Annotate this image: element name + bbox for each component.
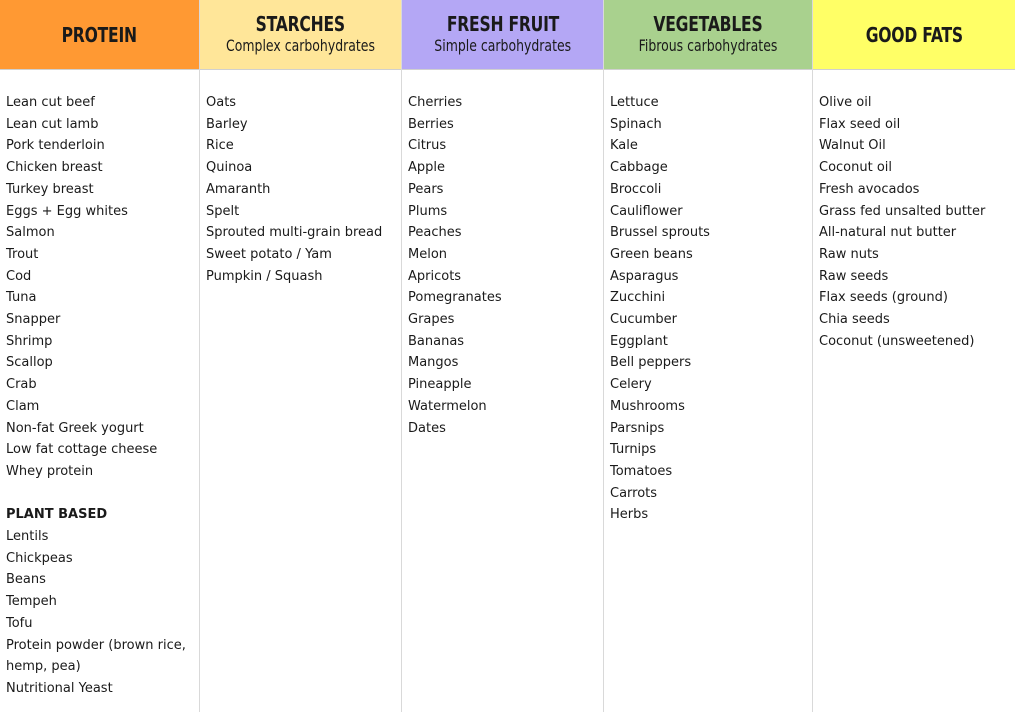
list-item: Tuna	[6, 290, 37, 306]
list-item: Cucumber	[610, 312, 677, 328]
list-item: Parsnips	[610, 420, 665, 436]
column-starches	[200, 0, 402, 712]
list-item: Snapper	[6, 312, 61, 328]
list-item: Walnut Oil	[819, 138, 886, 154]
column-header	[0, 0, 199, 70]
list-item: Broccoli	[610, 181, 662, 197]
list-item: Apple	[408, 160, 446, 176]
list-item: Rice	[206, 138, 234, 154]
list-item: Turkey breast	[6, 181, 94, 197]
list-item: Zucchini	[610, 290, 666, 306]
list-item: Tempeh	[6, 594, 57, 610]
list-item: Cauliflower	[610, 203, 683, 219]
list-item: Raw nuts	[819, 246, 879, 262]
list-item: Oats	[206, 95, 237, 110]
list-item: Quinoa	[206, 160, 253, 176]
column-title: STARCHES	[255, 12, 346, 36]
column-fresh-fruit	[402, 0, 604, 712]
list-item: Lettuce	[610, 95, 659, 110]
list-item: Melon	[408, 246, 448, 262]
list-item: Carrots	[610, 485, 658, 501]
list-item: Eggplant	[610, 333, 668, 349]
list-item: Bananas	[408, 333, 465, 349]
list-item: Cherries	[408, 95, 463, 110]
column-header	[604, 0, 812, 70]
column-title: VEGETABLES	[653, 12, 763, 36]
list-spacer	[6, 483, 191, 505]
column-header	[813, 0, 1015, 70]
list-item: Lean cut beef	[6, 95, 95, 110]
list-item: Plums	[408, 203, 448, 219]
list-item: Watermelon	[408, 398, 487, 414]
list-item: Grapes	[408, 312, 455, 328]
list-item: Apricots	[408, 268, 462, 284]
list-item: Nutritional Yeast	[6, 680, 113, 696]
list-item: Mangos	[408, 355, 459, 371]
item-list	[408, 92, 502, 439]
list-item: Crab	[6, 377, 37, 393]
list-item: Cod	[6, 268, 32, 284]
list-item: Trout	[6, 246, 39, 262]
list-item: Tofu	[6, 615, 33, 631]
list-item: Non-fat Greek yogurt	[6, 420, 144, 436]
list-item: Pineapple	[408, 377, 472, 393]
list-item: Protein powder (brown rice, hemp, pea)	[6, 637, 186, 675]
list-item: Chicken breast	[6, 160, 103, 176]
list-item: Beans	[6, 572, 46, 588]
list-item: Sprouted multi-grain bread	[206, 225, 383, 241]
list-item: Brussel sprouts	[610, 225, 710, 241]
list-item: Pork tenderloin	[6, 138, 105, 154]
list-item: Dates	[408, 420, 446, 436]
list-item: Lentils	[6, 529, 49, 545]
list-item: Grass fed unsalted butter	[819, 203, 986, 219]
list-item: Asparagus	[610, 268, 679, 284]
list-item: Spelt	[206, 203, 240, 219]
list-item: Kale	[610, 138, 638, 154]
list-item: Peaches	[408, 225, 462, 241]
item-list	[610, 92, 710, 526]
list-item: Coconut oil	[819, 160, 893, 176]
list-item: Tomatoes	[610, 463, 673, 479]
list-item: Pumpkin / Squash	[206, 268, 323, 284]
column-header	[200, 0, 401, 70]
list-item: Shrimp	[6, 333, 53, 349]
list-item: Scallop	[6, 355, 53, 371]
list-item: Salmon	[6, 225, 55, 241]
list-item: Sweet potato / Yam	[206, 246, 332, 262]
list-item: Clam	[6, 398, 40, 414]
column-protein	[0, 0, 200, 712]
list-item: Lean cut lamb	[6, 116, 99, 132]
column-good-fats	[813, 0, 1015, 712]
list-item: Whey protein	[6, 463, 94, 479]
column-title: FRESH FRUIT	[446, 12, 559, 36]
list-item: Bell peppers	[610, 355, 692, 371]
list-item: Pomegranates	[408, 290, 502, 306]
list-item: Olive oil	[819, 95, 872, 110]
list-item: Pears	[408, 181, 444, 197]
column-title: PROTEIN	[61, 22, 138, 47]
list-item: All-natural nut butter	[819, 225, 957, 241]
list-item: Spinach	[610, 116, 662, 132]
list-item: Barley	[206, 116, 248, 132]
list-item: Amaranth	[206, 181, 271, 197]
item-list	[6, 92, 191, 700]
section-heading: PLANT BASED	[6, 507, 108, 523]
column-vegetables	[604, 0, 813, 712]
list-item: Raw seeds	[819, 268, 889, 284]
list-item: Low fat cottage cheese	[6, 442, 158, 458]
list-item: Celery	[610, 377, 652, 393]
column-subtitle: Complex carbohydrates	[226, 36, 375, 55]
list-item: Turnips	[610, 442, 657, 458]
list-item: Chia seeds	[819, 312, 890, 328]
item-list	[206, 92, 382, 287]
list-item: Berries	[408, 116, 454, 132]
list-item: Chickpeas	[6, 550, 73, 566]
column-title: GOOD FATS	[865, 22, 963, 47]
list-item: Coconut (unsweetened)	[819, 333, 975, 349]
column-subtitle: Fibrous carbohydrates	[638, 36, 778, 55]
column-subtitle: Simple carbohydrates	[434, 36, 571, 55]
list-item: Green beans	[610, 246, 693, 262]
list-item: Citrus	[408, 138, 447, 154]
list-item: Herbs	[610, 507, 649, 523]
list-item: Mushrooms	[610, 398, 685, 414]
list-item: Cabbage	[610, 160, 668, 176]
list-item: Fresh avocados	[819, 181, 920, 197]
column-header	[402, 0, 603, 70]
list-item: Flax seed oil	[819, 116, 901, 132]
item-list	[819, 92, 985, 352]
list-item: Flax seeds (ground)	[819, 290, 948, 306]
list-item: Eggs + Egg whites	[6, 203, 128, 219]
